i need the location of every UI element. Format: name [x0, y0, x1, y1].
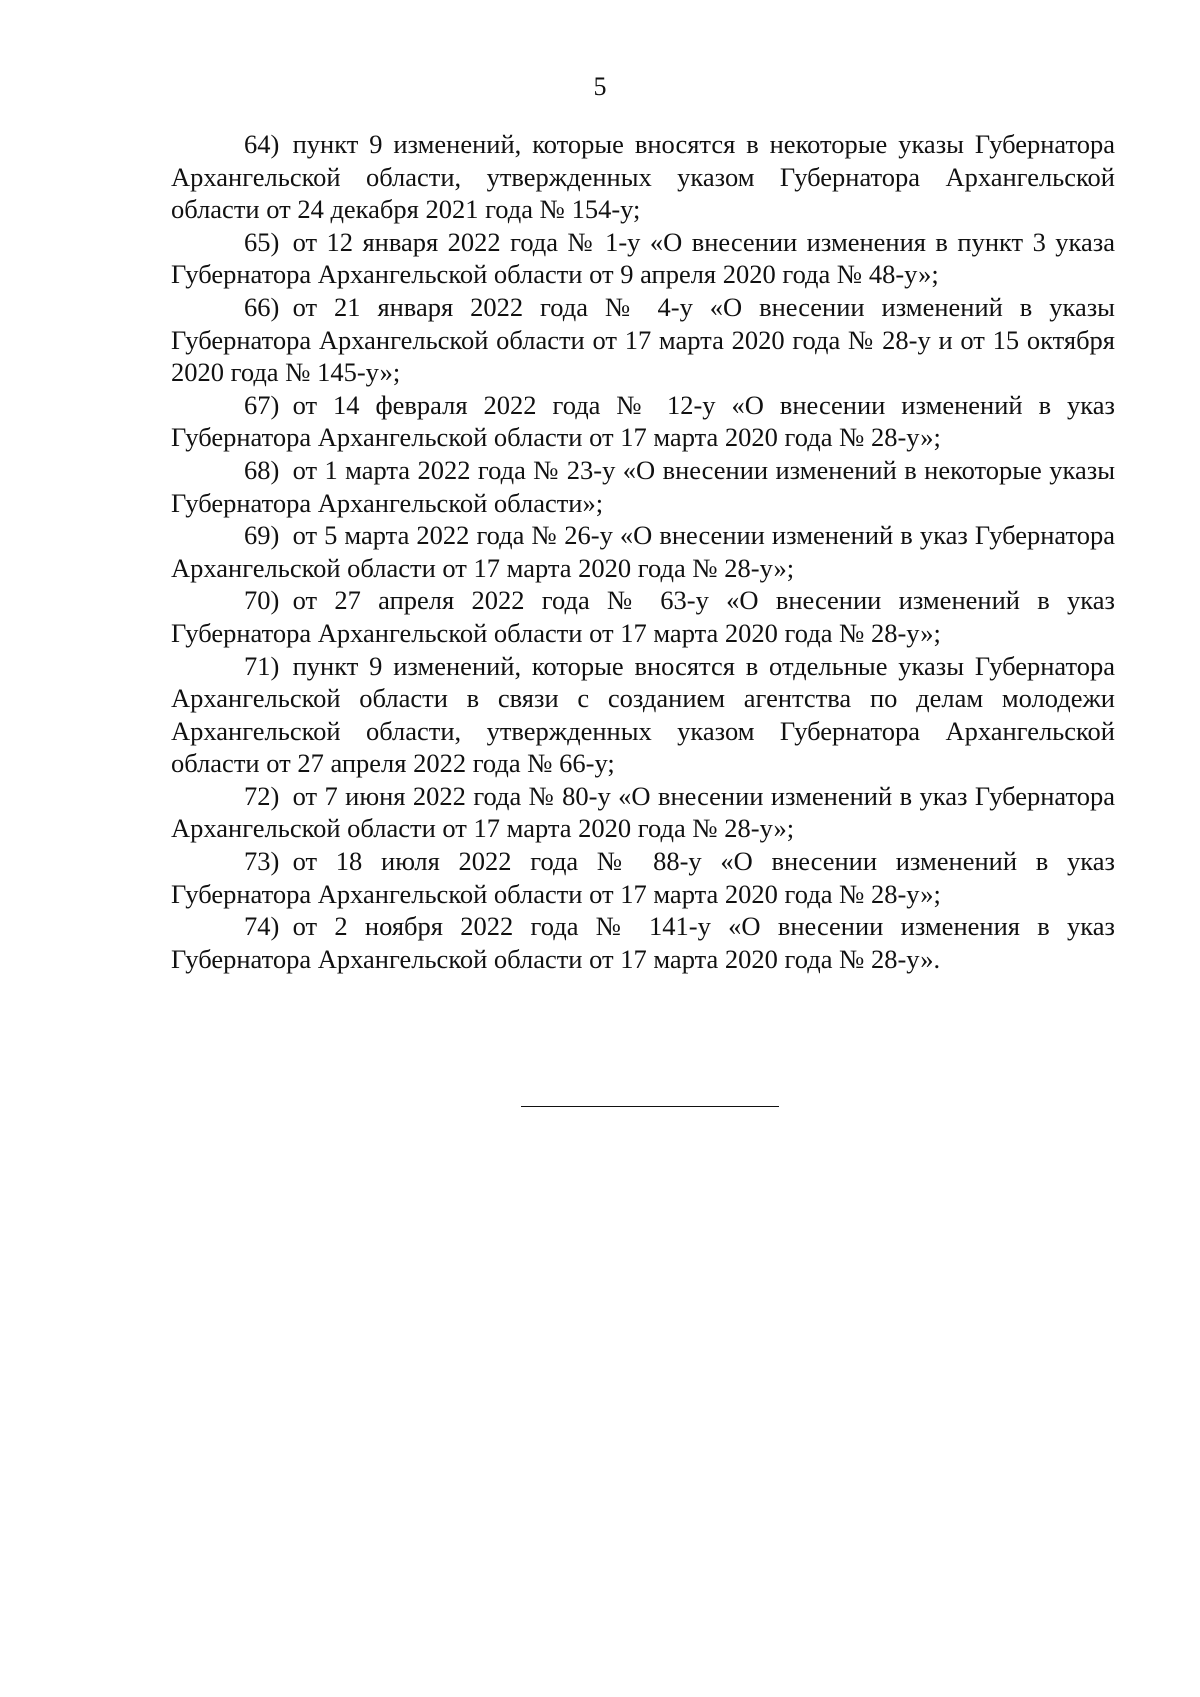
list-item-74: 74) от 2 ноября 2022 года № 141-у «О внесении изменения в указ Губернатора Архангельской области от 17 марта 2020 года № 28-у».	[171, 911, 1115, 974]
list-item-70: 70) от 27 апреля 2022 года № 63-у «О внесении изменений в указ Губернатора Архангельской области от 17 марта 2020 года № 28-у»;	[171, 585, 1115, 648]
list-item-72: 72) от 7 июня 2022 года № 80-у «О внесении изменений в указ Губернатора Архангельской области от 17 марта 2020 года № 28-у»;	[171, 780, 1115, 844]
page-number: 5	[593, 72, 607, 101]
closing-divider	[521, 1106, 779, 1107]
list-item-73: 73) от 18 июля 2022 года № 88-у «О внесении изменений в указ Губернатора Архангельской области от 17 марта 2020 года № 28-у»;	[171, 846, 1115, 909]
list-item-68: 68) от 1 марта 2022 года № 23-у «О внесении изменений в некоторые указы Губернатора Архангельской области»;	[171, 454, 1115, 518]
list-item-67: 67) от 14 февраля 2022 года № 12-у «О внесении изменений в указ Губернатора Архангельской области от 17 марта 2020 года № 28-у»;	[171, 389, 1115, 453]
list-item-64: 64) пункт 9 изменений, которые вносятся в некоторые указы Губернатора Архангельской области, утвержденных указом Губернатора Архангельской области от 24 декабря 2021 года № 154-у;	[171, 129, 1115, 225]
list-item-69: 69) от 5 марта 2022 года № 26-у «О внесении изменений в указ Губернатора Архангельской области от 17 марта 2020 года № 28-у»;	[171, 520, 1115, 583]
list-item-66: 66) от 21 января 2022 года № 4-у «О внесении изменений в указы Губернатора Архангельской области от 17 марта 2020 года № 28-у и от 15 октября 2020 года № 145-у»;	[171, 291, 1115, 388]
list-item-71: 71) пункт 9 изменений, которые вносятся в отдельные указы Губернатора Архангельской области в связи с созданием агентства по делам молодежи Архангельской области, утвержденных указом Губернатора Архангельской области от 27 апреля 2022 года № 66-у;	[171, 650, 1115, 779]
list-item-65: 65) от 12 января 2022 года № 1-у «О внесении изменения в пункт 3 указа Губернатора Архангельской области от 9 апреля 2020 года № 48-у»;	[171, 226, 1115, 290]
document-body	[171, 128, 1115, 975]
